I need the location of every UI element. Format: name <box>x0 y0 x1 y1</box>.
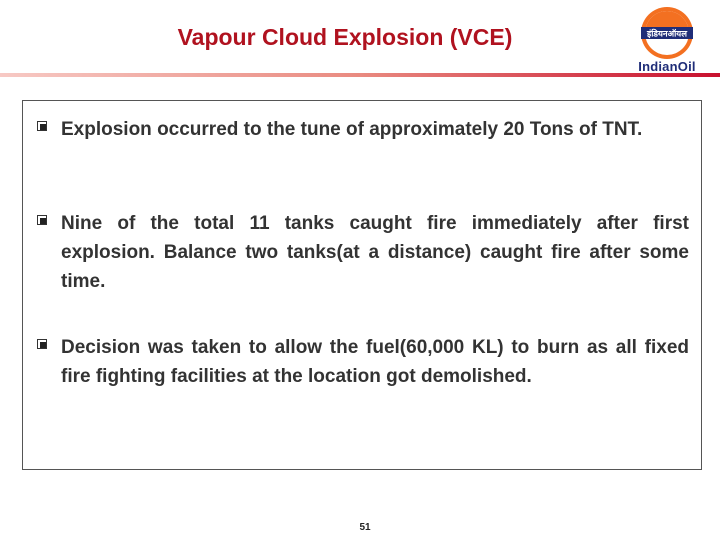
square-bullet-icon <box>37 121 47 131</box>
logo-wordmark: IndianOil <box>638 59 696 74</box>
title-underline <box>0 72 720 78</box>
square-bullet-icon <box>37 339 47 349</box>
bullet-text: Nine of the total 11 tanks caught fire immediately after first explosion. Balance two tanks(at a distance) caught fire after some time. <box>61 213 689 292</box>
svg-text:इंडियनऑयल: इंडियनऑयल <box>647 29 687 40</box>
square-bullet-icon <box>37 215 47 225</box>
bullet-text: Explosion occurred to the tune of approximately 20 Tons of TNT. <box>61 119 643 140</box>
page-number: 51 <box>359 522 371 533</box>
indianoil-logo <box>622 5 712 75</box>
slide-title: Vapour Cloud Explosion (VCE) <box>177 24 513 50</box>
indianoil-emblem-icon <box>622 5 712 61</box>
content-box <box>22 100 702 470</box>
bullet-text: Decision was taken to allow the fuel(60,000 KL) to burn as all fixed fire fighting facilities at the location got demolished. <box>61 337 689 387</box>
